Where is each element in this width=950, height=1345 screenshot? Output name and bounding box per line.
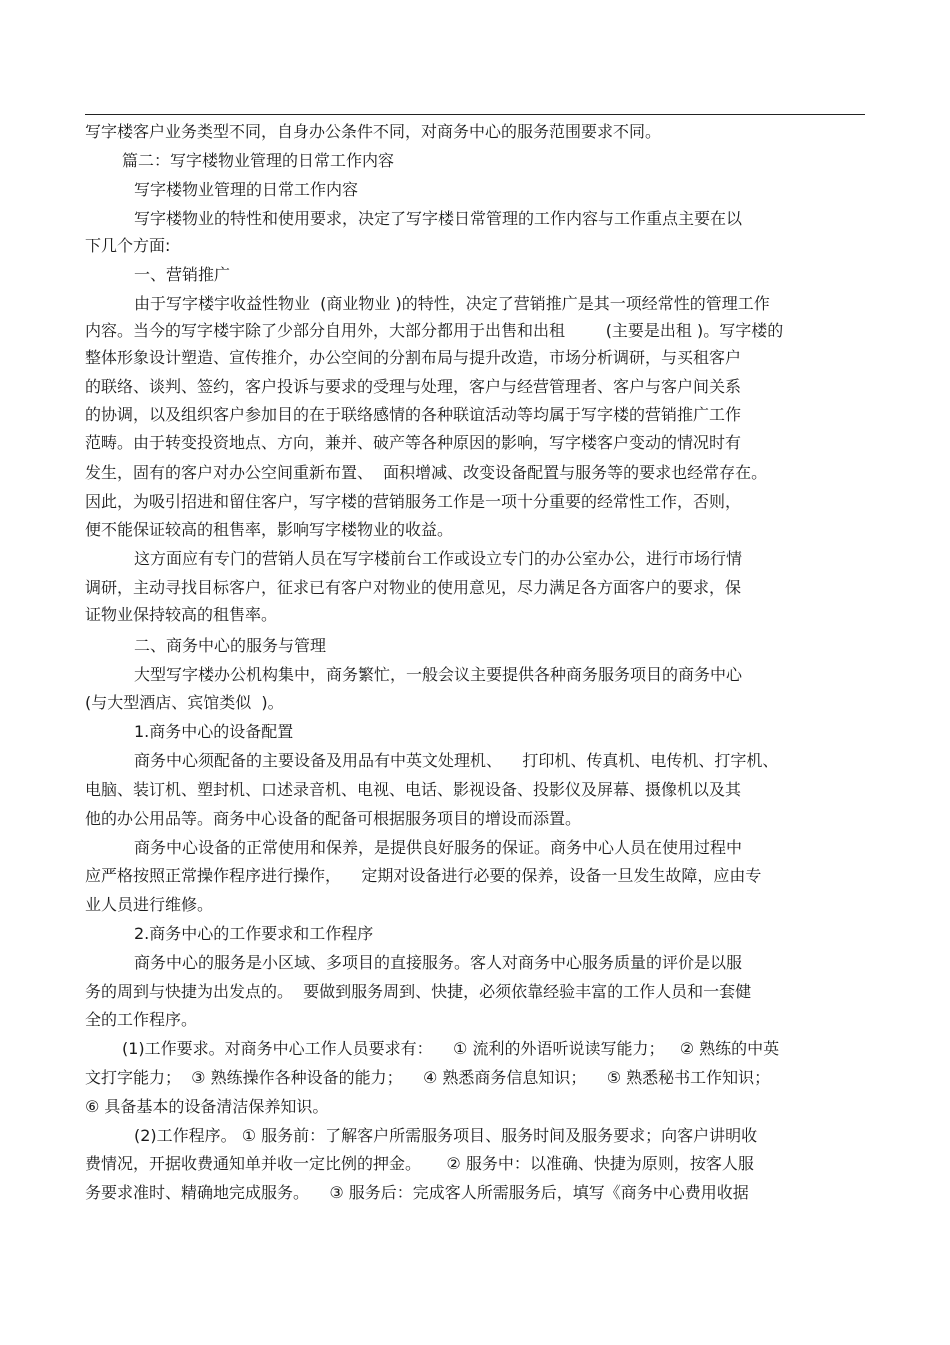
text-line: 证物业保持较高的租售率。 [85,605,278,624]
text-line: 费情况，开据收费通知单并收一定比例的押金。 ② 服务中：以准确、快捷为原则，按客人服 [85,1154,754,1173]
text-line: 内容。当今的写字楼宇除了少部分自用外，大部分都用于出售和出租 (主要是出租 )。写字楼的 [85,321,784,340]
text-line: 由于写字楼宇收益性物业 (商业物业 )的特性，决定了营销推广是其一项经常性的管理工作 [134,294,770,313]
text-line: 的联络、谈判、签约，客户投诉与要求的受理与处理，客户与经营管理者、客户与客户间关系 [85,377,742,396]
text-line: ⑥ 具备基本的设备清洁保养知识。 [85,1097,329,1116]
section-heading: 二、商务中心的服务与管理 [134,636,327,655]
text-line: 这方面应有专门的营销人员在写字楼前台工作或设立专门的办公室办公，进行市场行情 [134,549,743,568]
section-heading: 一、营销推广 [134,265,231,284]
text-line: 电脑、装订机、塑封机、口述录音机、电视、电话、影视设备、投影仪及屏幕、摄像机以及其 [85,780,742,799]
text-line: 下几个方面: [85,236,171,255]
text-line: 商务中心设备的正常使用和保养，是提供良好服务的保证。商务中心人员在使用过程中 [134,838,743,857]
text-line: 发生，固有的客户对办公空间重新布置、 面积增减、改变设备配置与服务等的要求也经常存在。 [85,463,768,482]
text-line: 的协调，以及组织客户参加目的在于联络感情的各种联谊活动等均属于写字楼的营销推广工作 [85,405,742,424]
text-line: 务的周到与快捷为出发点的。 要做到服务周到、快捷，必须依靠经验丰富的工作人员和一套健 [85,982,752,1001]
text-line: 文打字能力； ③ 熟练操作各种设备的能力； ④ 熟悉商务信息知识； ⑤ 熟悉秘书工作知识； [85,1068,771,1087]
text-line: 商务中心须配备的主要设备及用品有中英文处理机、 打印机、传真机、电传机、打字机、 [134,751,779,770]
text-line: 调研，主动寻找目标客户，征求已有客户对物业的使用意见，尽力满足各方面客户的要求，保 [85,578,742,597]
text-line: (与大型酒店、宾馆类似 )。 [85,693,284,712]
text-line: 便不能保证较高的租售率，影响写字楼物业的收益。 [85,520,454,539]
section-heading: 篇二：写字楼物业管理的日常工作内容 [122,151,395,170]
text-line: 大型写字楼办公机构集中，商务繁忙，一般会议主要提供各种商务服务项目的商务中心 [134,665,743,684]
header-rule [85,114,865,115]
subsection-heading: 1.商务中心的设备配置 [134,722,294,741]
text-line: 商务中心的服务是小区域、多项目的直接服务。客人对商务中心服务质量的评价是以服 [134,953,743,972]
text-line: 写字楼物业管理的日常工作内容 [134,180,359,199]
text-line: 业人员进行维修。 [85,895,214,914]
text-line: 应严格按照正常操作程序进行操作， 定期对设备进行必要的保养，设备一旦发生故障，应由专 [85,866,762,885]
subsection-heading: 2.商务中心的工作要求和工作程序 [134,924,374,943]
text-line: 务要求准时、精确地完成服务。 ③ 服务后：完成客人所需服务后，填写《商务中心费用收据 [85,1183,749,1202]
text-line: 整体形象设计塑造、宣传推介，办公空间的分割布局与提升改造，市场分析调研，与买租客户 [85,348,742,367]
text-line: 写字楼客户业务类型不同，自身办公条件不同，对商务中心的服务范围要求不同。 [85,122,662,141]
text-line: 全的工作程序。 [85,1010,198,1029]
text-line: 写字楼物业的特性和使用要求，决定了写字楼日常管理的工作内容与工作重点主要在以 [134,209,743,228]
text-line: 他的办公用品等。商务中心设备的配备可根据服务项目的增设而添置。 [85,809,582,828]
text-line: 范畴。由于转变投资地点、方向，兼并、破产等各种原因的影响，写字楼客户变动的情况时有 [85,433,742,452]
text-line: 因此，为吸引招进和留住客户，写字楼的营销服务工作是一项十分重要的经常性工作，否则， [85,492,742,511]
text-line: (1)工作要求。对商务中心工作人员要求有： ① 流利的外语听说读写能力； ② 熟练的中英 [122,1039,780,1058]
text-line: (2)工作程序。 ① 服务前：了解客户所需服务项目、服务时间及服务要求；向客户讲明收 [134,1126,758,1145]
